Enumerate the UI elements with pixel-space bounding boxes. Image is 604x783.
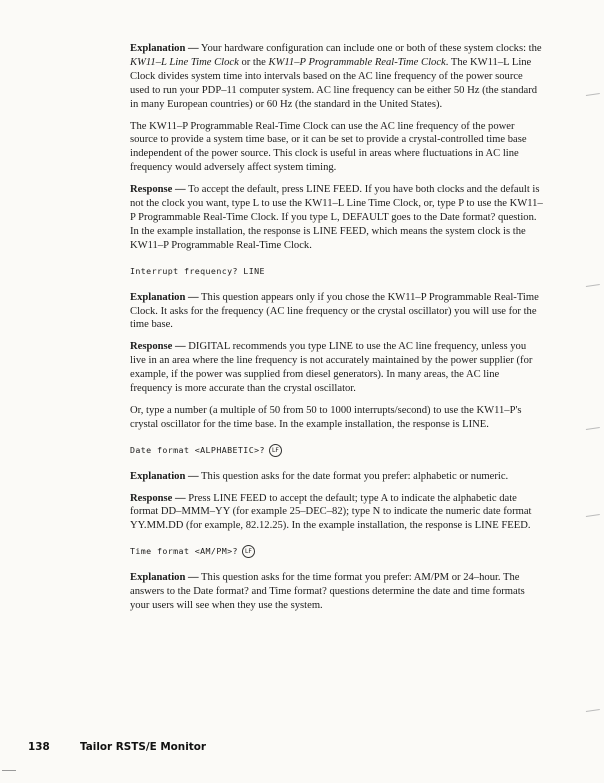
terminal-line-date-format: Date format <ALPHABETIC>? LF [130, 444, 544, 458]
terminal-line-interrupt-frequency: Interrupt frequency? LINE [130, 265, 265, 276]
paragraph-explanation-time: Explanation — This question asks for the time format you prefer: AM/PM or 24–hour. The answers to the Date format? and Time format? questions determine the date and time formats your users will see when they use the system. [130, 572, 525, 611]
paragraph-crystal-oscillator: Or, type a number (a multiple of 50 from 50 to 1000 interrupts/second) to use the KW11–P's crystal oscillator for the time base. In the example installation, the response is LINE. [130, 404, 522, 430]
scan-margin-mark [586, 284, 600, 289]
paragraph-explanation-clocks: Explanation — Your hardware configuration can include one or both of these system clocks: the KW11–L Line Time Clock or the KW11–P Programmable Real-Time Clock. The KW11–L Line Clock divides system time into intervals based on the AC line frequency of the power source used to run your PDP–11 computer system. AC line frequency can be either 50 Hz (the standard in many European countries) or 60 Hz (the standard in the United States). [130, 43, 542, 110]
scan-margin-mark [586, 427, 600, 432]
paragraph-explanation-date: Explanation — This question asks for the date format you prefer: alphabetic or numeric. [130, 470, 509, 482]
response-label: Response — [130, 492, 186, 504]
page-number: 138 [28, 741, 50, 753]
scan-edge-mark [2, 770, 16, 775]
paragraph-explanation-frequency: Explanation — This question appears only if you chose the KW11–P Programmable Real-Time Clock. It asks for the frequency (AC line frequency or the crystal oscillator) you will use for the time base. [130, 291, 539, 331]
chapter-title: Tailor RSTS/E Monitor [80, 741, 206, 753]
line-feed-key-icon: LF [242, 545, 255, 558]
scan-margin-mark [586, 514, 600, 519]
line-feed-key-icon: LF [269, 444, 282, 457]
paragraph-kw11p: The KW11–P Programmable Real-Time Clock can use the AC line frequency of the power source to provide a system time base, or it can be set to provide a crystal-controlled time base independent of the power source. This clock is useful in areas where fluctuations in AC line frequency would adversely affect system timing. [130, 120, 527, 174]
paragraph-response-clock: Response — To accept the default, press LINE FEED. If you have both clocks and the default is not the clock you want, type L to use the KW11–L Line Time Clock, or, type P to use the KW11–P Programmable Real-Time Clock. If you type L, DEFAULT goes to the Date format? question. In the example installation, the response is LINE FEED, which means the system clock is the KW11–P Programmable Real-Time Clock. [130, 184, 543, 251]
explanation-label: Explanation — [130, 470, 199, 482]
paragraph-response-date: Response — Press LINE FEED to accept the default; type A to indicate the alphabetic date format DD–MMM–YY (for example 25–DEC–82); type N to indicate the numeric date format YY.MM.DD (for example, 82.12.25). In the example installation, the response is LINE FEED. [130, 492, 532, 532]
explanation-label: Explanation — [130, 572, 199, 584]
response-label: Response — [130, 341, 186, 353]
explanation-label: Explanation — [130, 43, 199, 54]
terminal-line-time-format: Time format <AM/PM>? LF [130, 545, 544, 559]
response-label: Response — [130, 184, 186, 196]
page-footer [28, 741, 206, 753]
scan-margin-mark [586, 709, 600, 714]
explanation-label: Explanation — [130, 291, 199, 303]
paragraph-response-frequency: Response — DIGITAL recommends you type LINE to use the AC line frequency, unless you live in an area where the line frequency is not accurately maintained by the power supplier (for example, if the power was supplied from diesel generators). In many areas, the AC line frequency is more accurate than the crystal oscillator. [130, 341, 533, 395]
scan-margin-mark [586, 93, 600, 98]
page-content [130, 42, 544, 621]
